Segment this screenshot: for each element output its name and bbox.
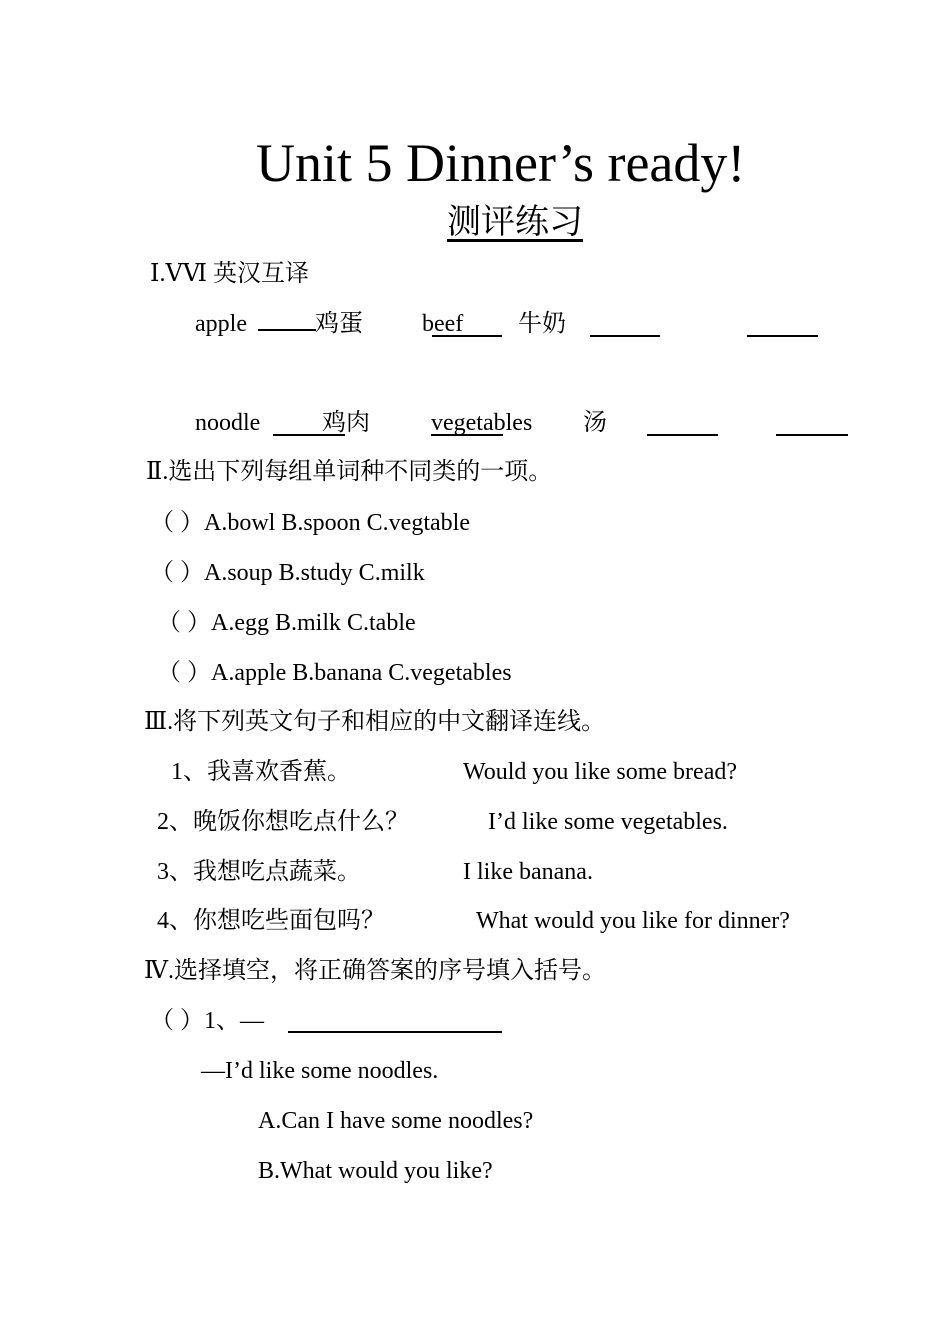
option-a: A.Can I have some noodles? <box>258 1108 534 1134</box>
answer-blank <box>431 434 503 436</box>
option-b: B.What would you like? <box>258 1158 493 1184</box>
question-1-prefix: （ ）1、— <box>150 1008 264 1034</box>
match-chinese-1: 1、我喜欢香蕉。 <box>171 759 351 785</box>
word-apple: apple <box>195 311 247 337</box>
word-vegetables: vegetables <box>431 410 533 436</box>
choice-item-1: （ ）A.bowl B.spoon C.vegtable <box>150 510 470 536</box>
section-2-heading: Ⅱ.选出下列每组单词种不同类的一项。 <box>146 459 553 485</box>
answer-blank <box>747 335 818 337</box>
word-soup-cn: 汤 <box>583 410 607 436</box>
answer-blank <box>776 434 848 436</box>
section-1-heading: Ⅰ.ⅤⅥ 英汉互译 <box>150 261 309 287</box>
answer-blank <box>288 1031 502 1033</box>
choice-item-3: （ ）A.egg B.milk C.table <box>157 610 416 636</box>
section-4-heading: Ⅳ.选择填空，将正确答案的序号填入括号。 <box>144 958 606 984</box>
match-english-3: I like banana. <box>463 859 593 885</box>
word-noodle: noodle <box>195 410 261 436</box>
answer-blank <box>590 335 660 337</box>
match-english-2: I’d like some vegetables. <box>488 809 728 835</box>
choice-item-2: （ ）A.soup B.study C.milk <box>150 560 425 586</box>
match-chinese-2: 2、晚饭你想吃点什么？ <box>157 809 409 835</box>
answer-blank <box>432 335 502 337</box>
match-chinese-4: 4、你想吃些面包吗？ <box>157 908 385 934</box>
page-title: Unit 5 Dinner’s ready! <box>256 133 746 193</box>
question-1-answer: —I’d like some noodles. <box>201 1058 439 1084</box>
answer-blank <box>647 434 718 436</box>
word-chicken-cn: 鸡肉 <box>322 410 370 436</box>
answer-blank <box>258 329 316 331</box>
match-english-4: What would you like for dinner? <box>476 908 790 934</box>
match-chinese-3: 3、我想吃点蔬菜。 <box>157 859 361 885</box>
word-beef: beef <box>422 311 464 337</box>
page-subtitle: 测评练习 <box>447 204 583 241</box>
word-egg-cn: 鸡蛋 <box>315 311 363 337</box>
choice-item-4: （ ）A.apple B.banana C.vegetables <box>157 660 512 686</box>
match-english-1: Would you like some bread? <box>463 759 737 785</box>
word-milk-cn: 牛奶 <box>518 311 566 337</box>
section-3-heading: Ⅲ.将下列英文句子和相应的中文翻译连线。 <box>144 709 606 735</box>
